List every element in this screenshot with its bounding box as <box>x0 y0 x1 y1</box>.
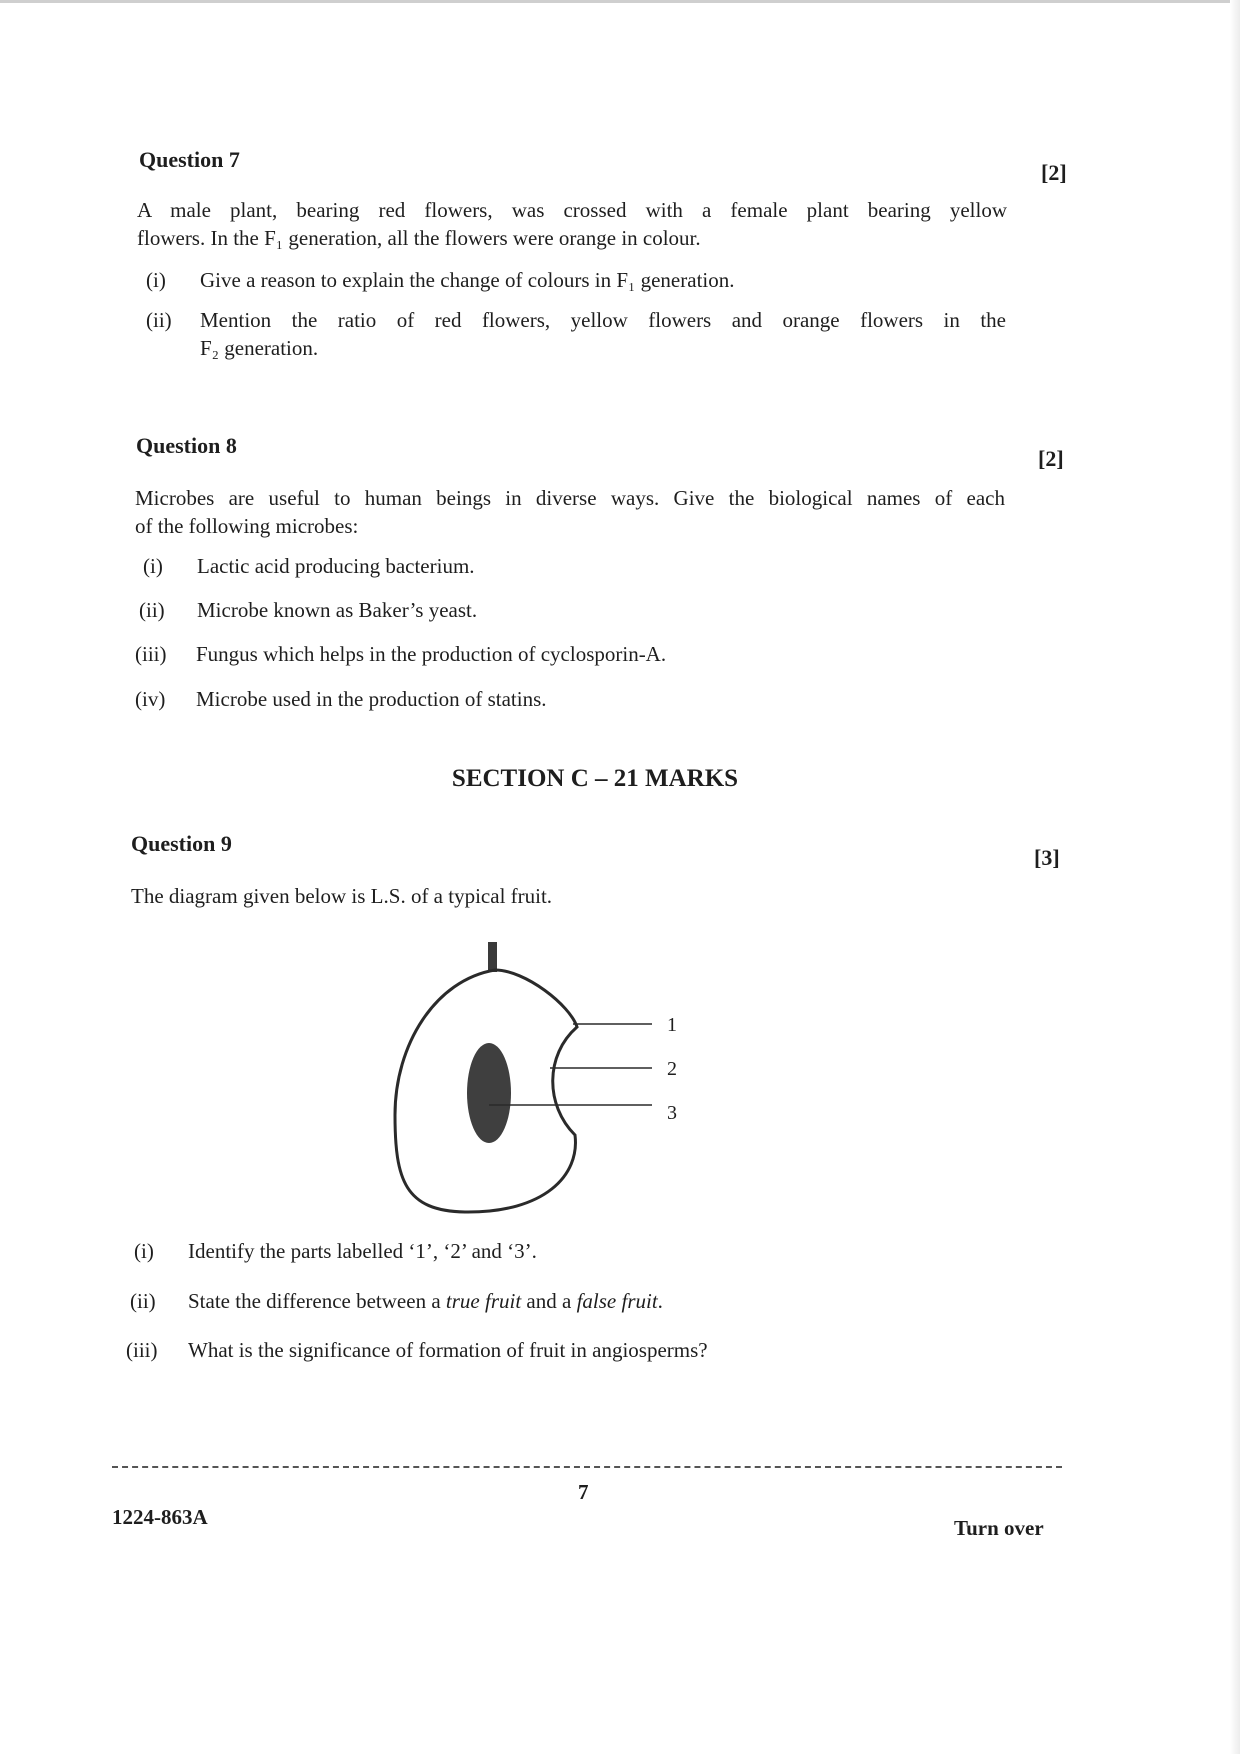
question-8-intro <box>135 484 1005 540</box>
question-9-item-ii <box>130 1287 1000 1317</box>
item-text-post: . <box>657 1289 663 1313</box>
item-number: (i) <box>143 554 163 578</box>
question-9-marks: [3] <box>1034 845 1060 870</box>
term-true-fruit: true fruit <box>445 1289 522 1313</box>
item-text: Microbe known as Baker’s yeast. <box>197 598 478 622</box>
question-7-item-i <box>146 266 1006 296</box>
item-text: Microbe used in the production of statins. <box>196 687 547 711</box>
fruit-stalk <box>488 942 497 972</box>
item-number: (ii) <box>146 308 172 332</box>
question-8-item-iii <box>135 640 1005 670</box>
question-9-intro: The diagram given below is L.S. of a typical fruit. <box>131 884 553 908</box>
item-text <box>200 306 1006 362</box>
diagram-label-2: 2 <box>667 1058 677 1080</box>
page-number: 7 <box>578 1480 589 1504</box>
item-text: Fungus which helps in the production of cyclosporin-A. <box>196 642 667 666</box>
item-text: What is the significance of formation of fruit in angiosperms? <box>188 1338 708 1362</box>
question-7-intro-line-1: A male plant, bearing red flowers, was crossed with a female plant bearing yellow <box>137 198 1007 222</box>
item-text: Lactic acid producing bacterium. <box>197 554 475 578</box>
paper-code: 1224-863A <box>112 1505 208 1529</box>
question-8-item-i <box>143 552 1003 582</box>
question-7-intro <box>137 196 1007 252</box>
question-7-marks: [2] <box>1041 160 1067 185</box>
item-number: (i) <box>134 1239 154 1263</box>
item-number: (i) <box>146 268 166 292</box>
item-text-pre: State the difference between a <box>188 1289 446 1313</box>
fruit-seed <box>467 1043 511 1143</box>
footer-dashed-rule <box>112 1466 1062 1468</box>
diagram-label-3: 3 <box>667 1102 677 1124</box>
question-8-heading: Question 8 <box>136 433 237 458</box>
question-8-marks: [2] <box>1038 446 1064 471</box>
item-text-line-1: Mention the ratio of red flowers, yellow flowers and orange flowers in the <box>200 308 1006 332</box>
question-7-item-ii <box>146 306 1006 366</box>
question-8-intro-line-2: of the following microbes: <box>135 514 359 538</box>
item-text: Give a reason to explain the change of colours in F₁ generation. <box>200 268 735 292</box>
item-number: (ii) <box>130 1289 156 1313</box>
top-border <box>0 0 1240 3</box>
page-edge-shadow <box>1230 0 1240 1754</box>
item-text: Identify the parts labelled ‘1’, ‘2’ and ‘3’. <box>188 1239 537 1263</box>
question-8-item-iv <box>135 685 1005 715</box>
item-number: (iii) <box>126 1338 158 1362</box>
question-9-item-iii <box>126 1336 996 1366</box>
question-9-heading: Question 9 <box>131 831 232 856</box>
diagram-label-1: 1 <box>667 1014 677 1036</box>
item-text-line-2: F₂ generation. <box>200 336 319 360</box>
question-7-intro-line-2: flowers. In the F₁ generation, all the flowers were orange in colour. <box>137 226 701 250</box>
turn-over-note: Turn over <box>954 1516 1044 1540</box>
item-number: (iv) <box>135 687 166 711</box>
item-text <box>188 1287 988 1315</box>
question-9-item-i <box>134 1237 1004 1267</box>
item-text-mid: and a <box>521 1289 577 1313</box>
question-8-item-ii <box>139 596 999 626</box>
item-number: (ii) <box>139 598 165 622</box>
fruit-ls-diagram <box>385 935 705 1220</box>
question-7-heading: Question 7 <box>139 147 240 172</box>
item-number: (iii) <box>135 642 167 666</box>
section-c-heading: SECTION C – 21 MARKS <box>451 765 739 792</box>
term-false-fruit: false fruit <box>576 1289 658 1313</box>
question-8-intro-line-1: Microbes are useful to human beings in diverse ways. Give the biological names of each <box>135 486 1005 510</box>
